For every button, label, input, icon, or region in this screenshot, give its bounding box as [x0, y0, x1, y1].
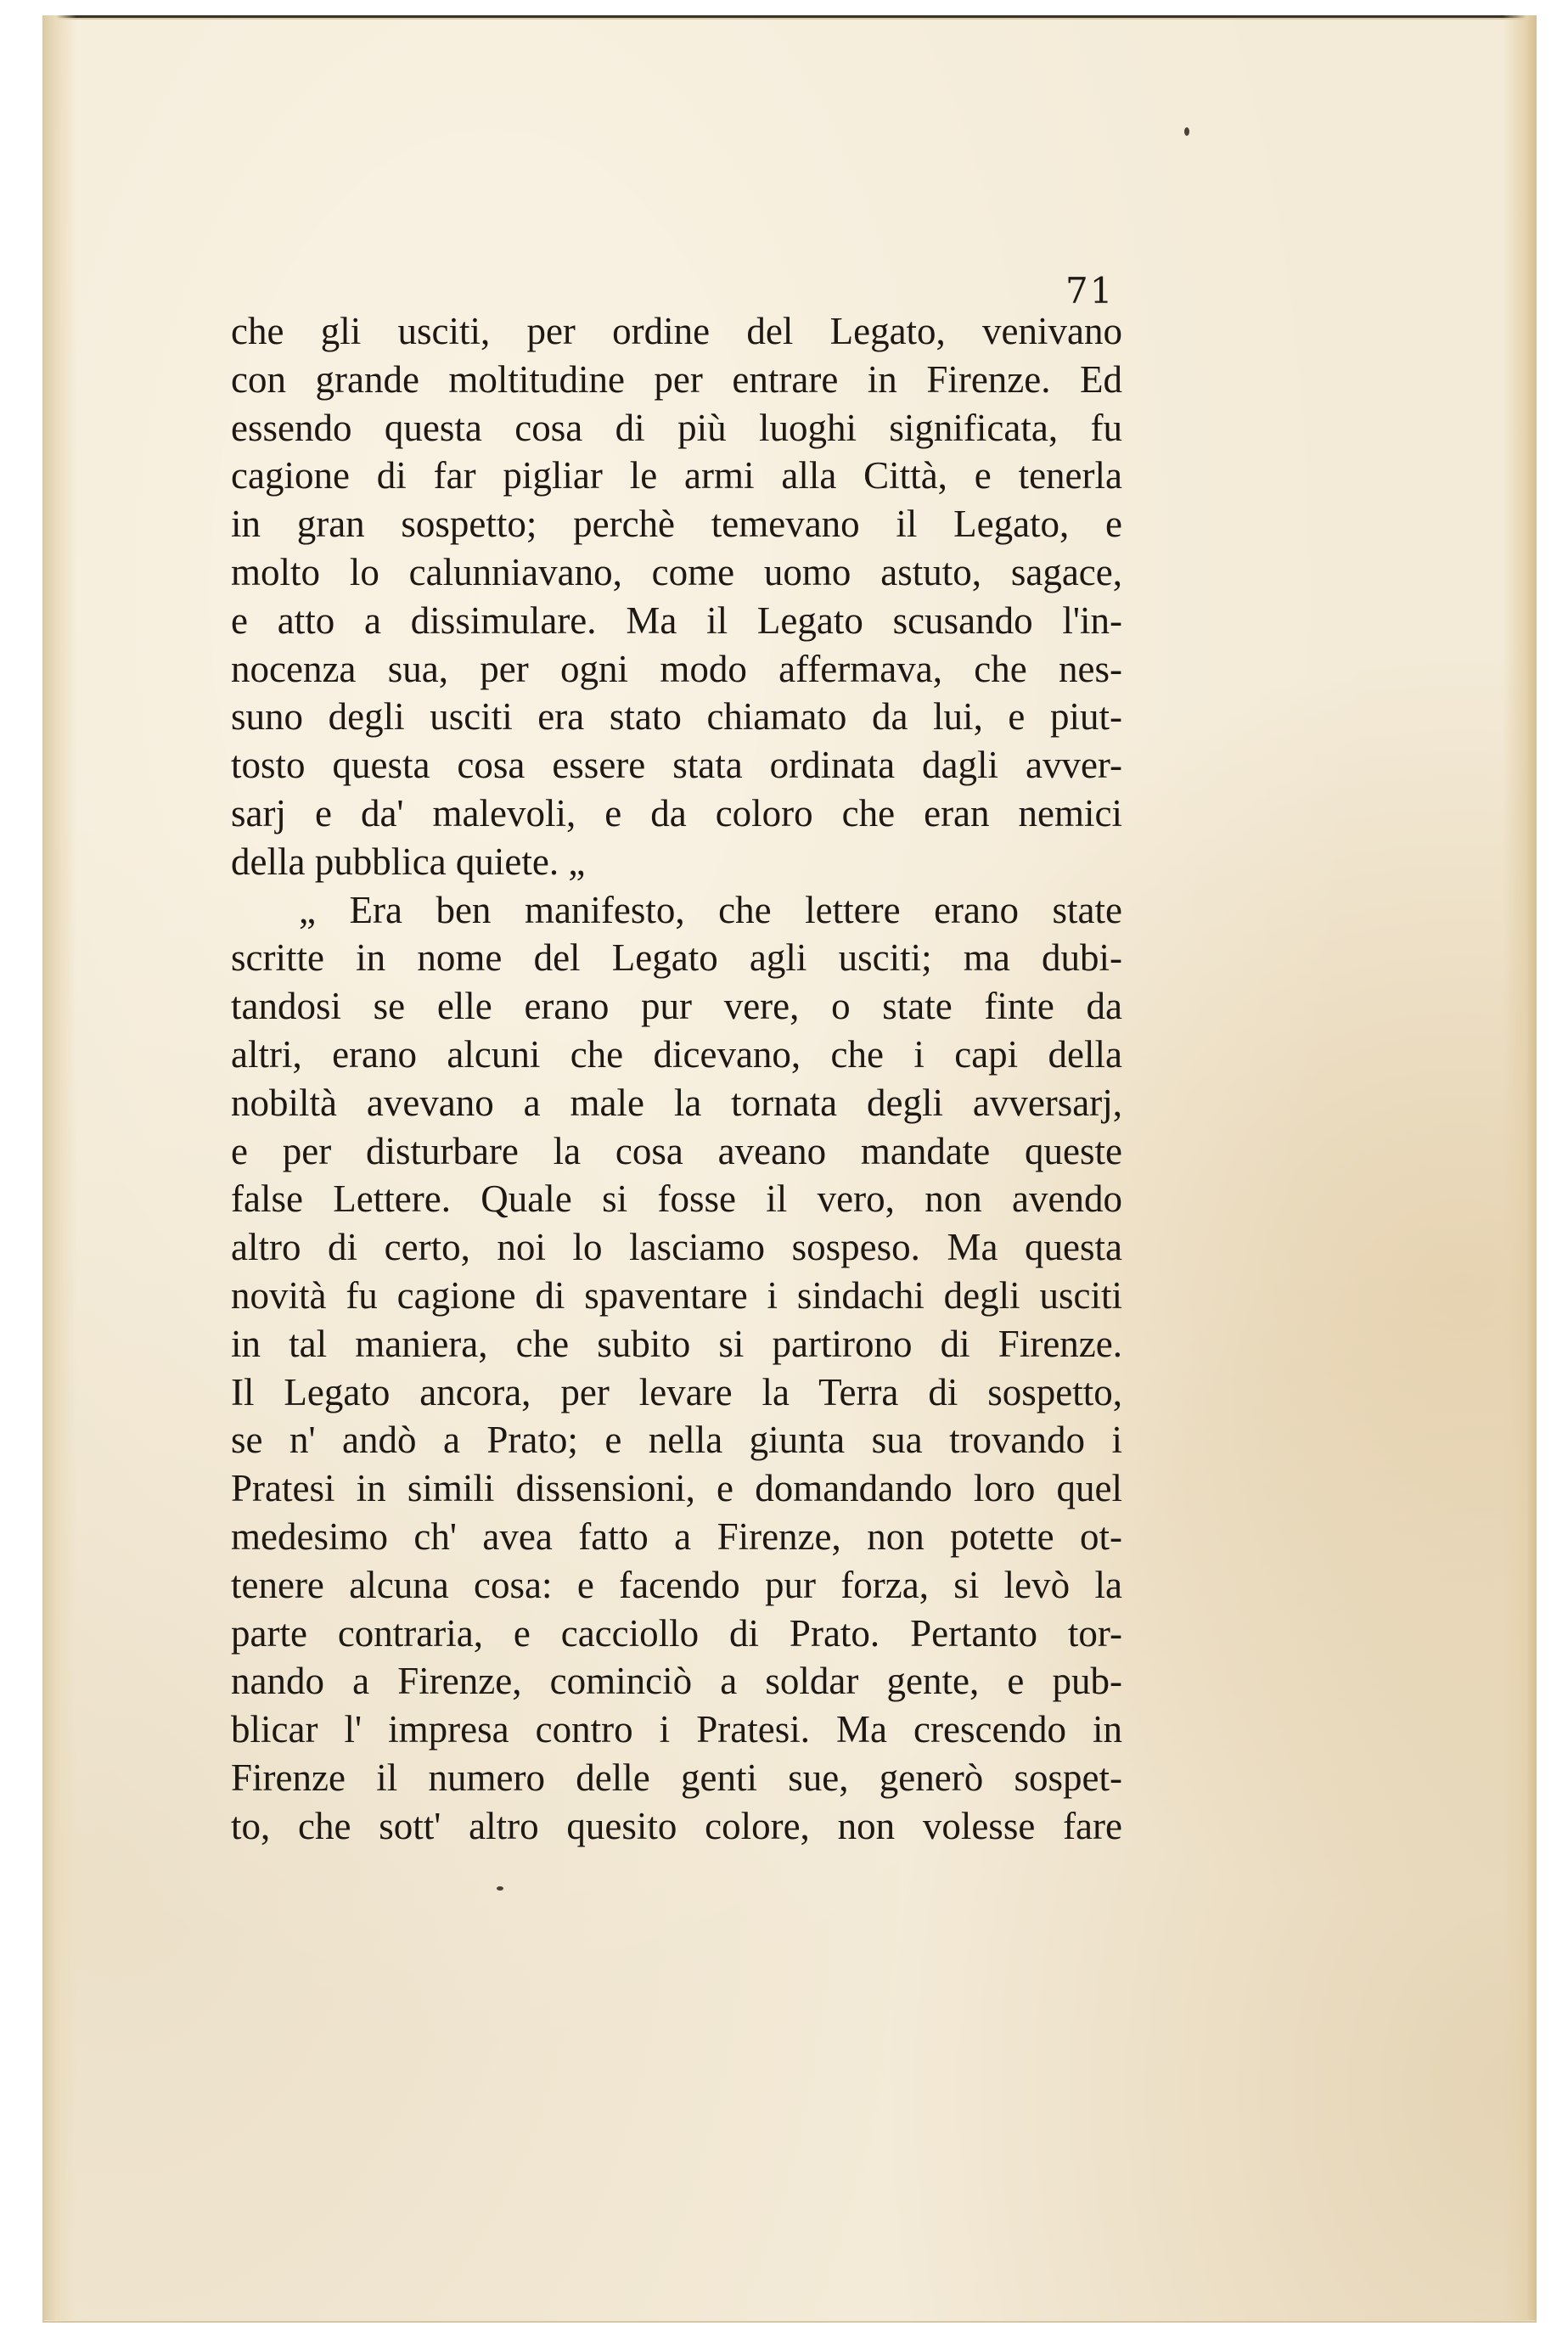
text-line: tenere alcuna cosa: e facendo pur forza, si levò la	[231, 1563, 1122, 1606]
text-line: molto lo calunniavano, come uomo astuto, sagace,	[231, 550, 1122, 593]
text-line: che gli usciti, per ordine del Legato, venivano	[231, 310, 1122, 352]
page-number: 71	[1065, 270, 1115, 312]
text-line: scritte in nome del Legato agli usciti; ma dubi-	[231, 936, 1122, 980]
body-text	[231, 307, 1122, 1851]
text-line: to, che sott' altro quesito colore, non volesse fare	[231, 1804, 1122, 1847]
text-line: Firenze il numero delle genti sue, generò sospet-	[231, 1756, 1122, 1799]
page-right-edge	[1503, 15, 1537, 2320]
text-line: novità fu cagione di spaventare i sindachi degli usciti	[231, 1273, 1122, 1317]
text-line: tosto questa cosa essere stata ordinata dagli avver-	[231, 744, 1122, 787]
ink-speck	[1184, 127, 1189, 136]
text-line: false Lettere. Quale si fosse il vero, non avendo	[231, 1177, 1122, 1221]
text-line: tandosi se elle erano pur vere, o state finte da	[231, 985, 1122, 1028]
text-line: sarj e da' malevoli, e da coloro che eran nemici	[231, 791, 1122, 835]
text-line: e atto a dissimulare. Ma il Legato scusando l'in-	[231, 598, 1122, 642]
text-line: altri, erano alcuni che dicevano, che i capi della	[231, 1032, 1122, 1076]
text-line: Il Legato ancora, per levare la Terra di sospetto,	[231, 1370, 1122, 1413]
ink-speck	[497, 1886, 503, 1891]
text-line: medesimo ch' avea fatto a Firenze, non potette ot-	[231, 1514, 1122, 1558]
text-line: blicar l' impresa contro i Pratesi. Ma crescendo in	[231, 1708, 1122, 1751]
text-line: con grande moltitudine per entrare in Firenze. Ed	[231, 357, 1122, 401]
text-line: Pratesi in simili dissensioni, e domandando loro quel	[231, 1467, 1122, 1510]
text-line: in tal maniera, che subito si partirono di Firenze.	[231, 1322, 1122, 1365]
text-line: parte contraria, e cacciollo di Prato. Pertanto tor-	[231, 1611, 1122, 1655]
text-line: nocenza sua, per ogni modo affermava, che nes-	[231, 647, 1122, 690]
text-line: suno degli usciti era stato chiamato da lui, e piut-	[231, 695, 1122, 739]
page-binding-edge	[42, 15, 76, 2320]
paragraph-first-line: „ Era ben manifesto, che lettere erano state	[299, 888, 1122, 931]
text-line: in gran sospetto; perchè temevano il Legato, e	[231, 503, 1122, 546]
text-line: essendo questa cosa di più luoghi significata, fu	[231, 406, 1122, 449]
text-line: nando a Firenze, cominciò a soldar gente, e pub-	[231, 1660, 1122, 1703]
text-line: della pubblica quiete. „	[231, 840, 586, 883]
text-line: e per disturbare la cosa aveano mandate queste	[231, 1129, 1122, 1172]
text-line: nobiltà avevano a male la tornata degli avversarj,	[231, 1081, 1122, 1124]
text-line: cagione di far pigliar le armi alla Città, e tenerla	[231, 454, 1122, 497]
text-line: se n' andò a Prato; e nella giunta sua trovando i	[231, 1419, 1122, 1462]
text-line: altro di certo, noi lo lasciamo sospeso. Ma questa	[231, 1226, 1122, 1269]
